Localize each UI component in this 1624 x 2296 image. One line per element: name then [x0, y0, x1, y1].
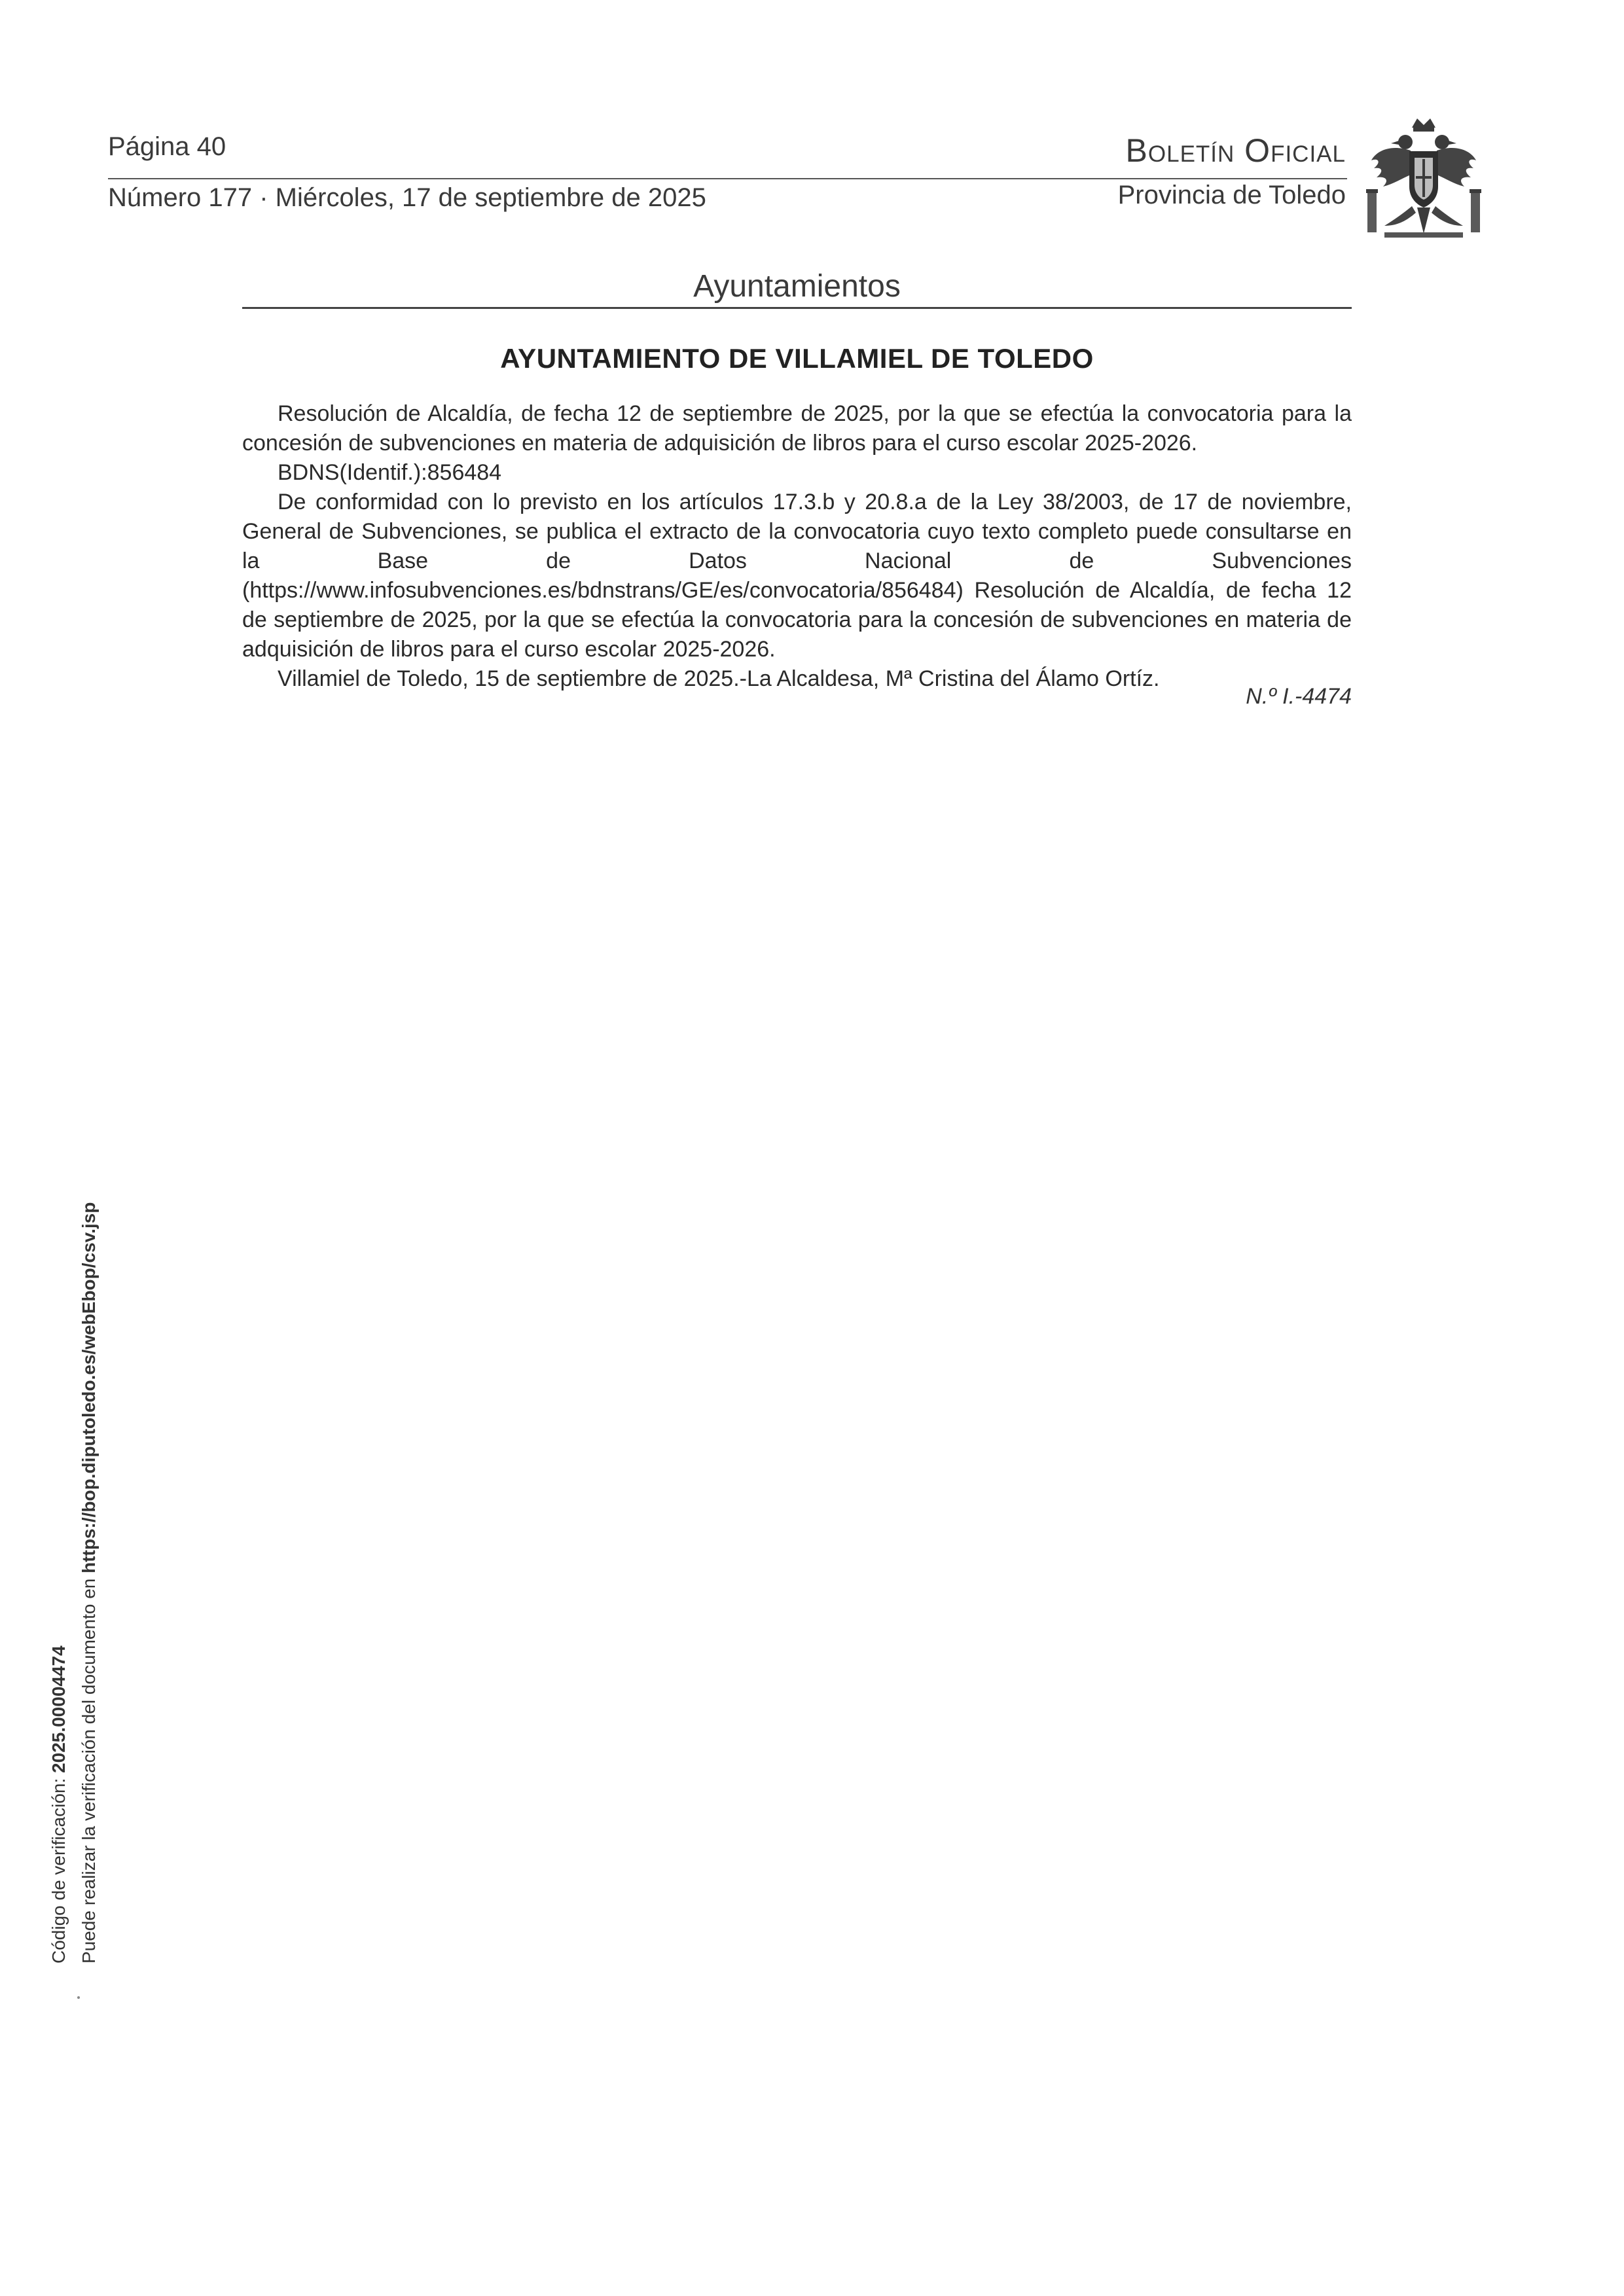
paragraph: De conformidad con lo previsto en los artículos 17.3.b y 20.8.a de la Ley 38/2003, de 17 de noviembre, General de Subvenciones, se publica el extracto de la convocatoria cuyo texto completo puede consultarse en la Base de Datos Nacional de Subvenciones (https://www.infosubvenciones.es/bdnstrans/GE/es/convocatoria/856484) Resolución de Alcaldía, de fecha 12 de septiembre de 2025, por la que se efectúa la convocatoria para la concesión de subvenciones en materia de adquisición de libros para el curso escolar 2025-2026.	[242, 490, 1352, 662]
verification-url[interactable]: https://bop.diputoledo.es/webEbop/csv.jsp	[79, 1202, 99, 1573]
verification-sidebar	[46, 1178, 118, 1964]
verification-code: 2025.00004474	[48, 1645, 69, 1773]
section-divider	[242, 307, 1352, 309]
province-name: Provincia de Toledo	[1117, 181, 1346, 209]
verification-code-line	[48, 1645, 69, 1964]
paragraph: Resolución de Alcaldía, de fecha 12 de septiembre de 2025, por la que se efectúa la convocatoria para la concesión de subvenciones en materia de adquisición de libros para el curso escolar 2025-2026.	[242, 401, 1352, 456]
paragraph: BDNS(Identif.):856484	[278, 460, 502, 485]
reference-number: N.º I.-4474	[1246, 684, 1352, 709]
header-divider	[108, 178, 1347, 179]
verification-label: Código de verificación:	[48, 1772, 69, 1964]
header-right	[1118, 131, 1346, 211]
entity-title: AYUNTAMIENTO DE VILLAMIEL DE TOLEDO	[500, 343, 1094, 374]
announcement-body	[242, 399, 1352, 694]
section-title: Ayuntamientos	[693, 269, 901, 304]
verification-prefix: Puede realizar la verificación del documento en	[79, 1573, 99, 1964]
issue-info: Número 177 · Miércoles, 17 de septiembre de 2025	[108, 183, 706, 212]
scan-artifact	[77, 1996, 80, 1999]
header-left	[108, 131, 706, 213]
verification-url-line	[79, 1202, 99, 1964]
page-number: Página 40	[108, 132, 226, 161]
paragraph: Villamiel de Toledo, 15 de septiembre de 2025.-La Alcaldesa, Mª Cristina del Álamo Ortíz.	[278, 666, 1160, 691]
bulletin-title: Boletín Oficial	[1125, 132, 1346, 169]
coat-of-arms-icon	[1365, 115, 1483, 242]
